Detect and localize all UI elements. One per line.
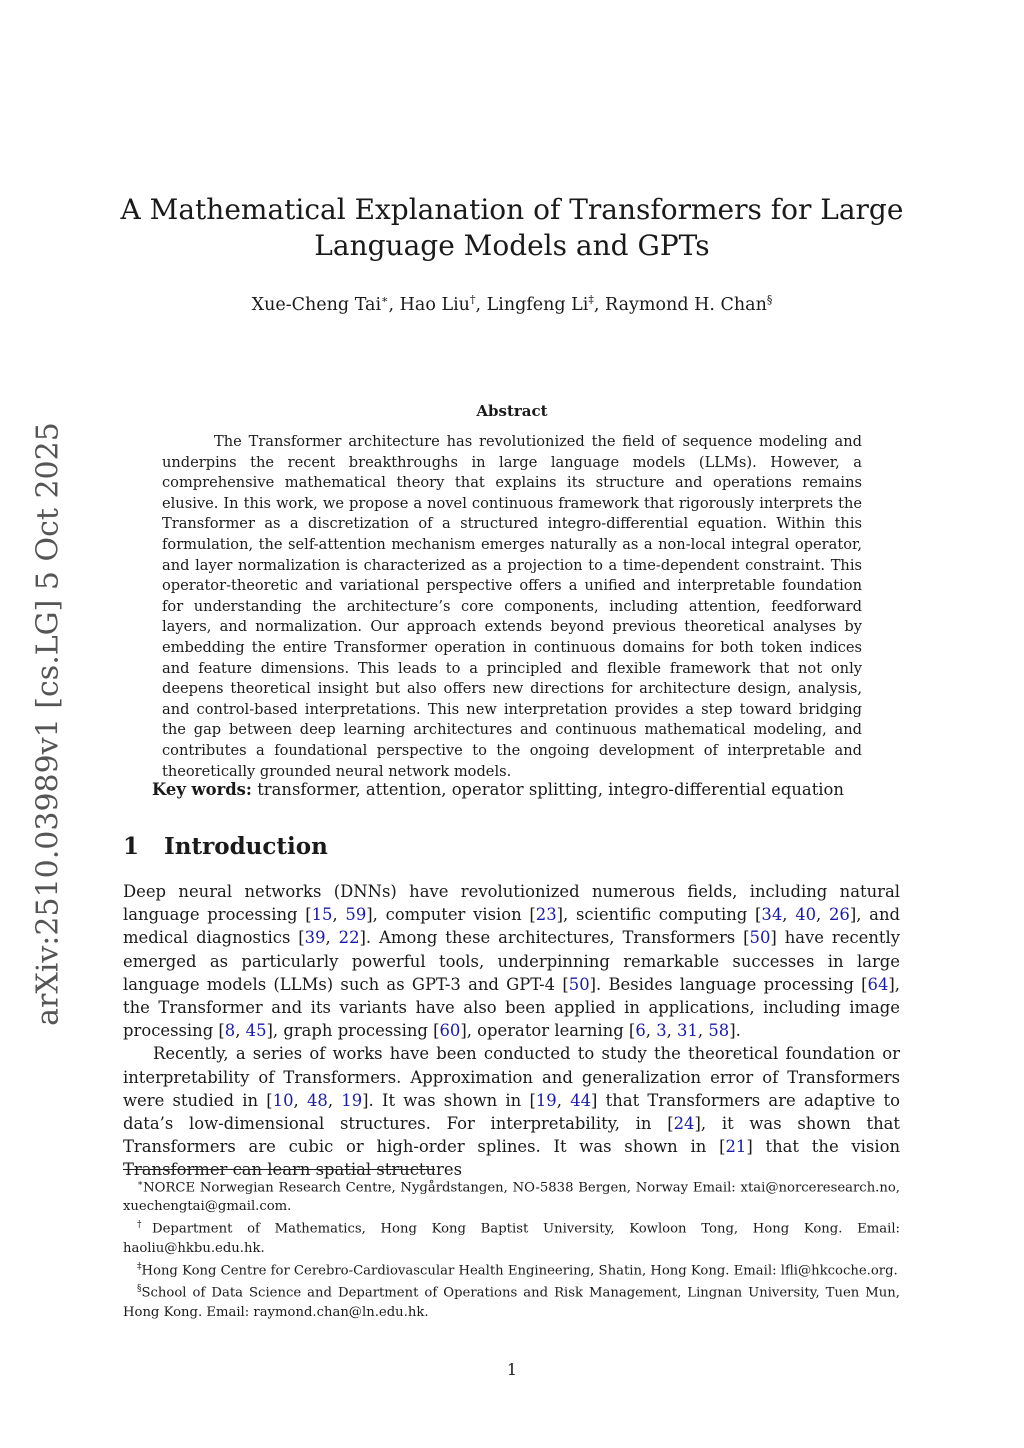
abstract-heading: Abstract (476, 402, 548, 420)
footnote-rule (123, 1169, 435, 1170)
keywords-text: transformer, attention, operator splitting, integro-differential equation (257, 780, 844, 799)
arxiv-stamp: arXiv:2510.03989v1 [cs.LG] 5 Oct 2025 (30, 422, 66, 1026)
citation-link[interactable]: 6 (635, 1021, 646, 1041)
citation-link[interactable]: 40 (795, 905, 817, 925)
body-text-run: , (645, 1021, 657, 1041)
keywords-label: Key words: (152, 780, 252, 799)
body-text-run: , (697, 1021, 709, 1041)
author-4: Raymond H. Chan§ (605, 293, 773, 315)
citation-link[interactable]: 39 (304, 928, 326, 948)
body-text-run: Deep neural networks (DNNs) have revolutionized numerous fields, including natural language processing [ (123, 882, 900, 925)
section-title: Introduction (164, 833, 328, 860)
citation-link[interactable]: 10 (272, 1090, 294, 1110)
section-heading (123, 832, 328, 862)
footnote-1: ∗NORCE Norwegian Research Centre, Nygårdstangen, NO-5838 Bergen, Norway Email: xtai@norceresearch.no, xuechengtai@gmail.com. (123, 1179, 900, 1215)
body-text-run: Recently, a series of works have been conducted to study the theoretical foundation or interpretability of Transformers. Approximation and generalization error of Transformers were studied in [ (123, 1044, 900, 1110)
citation-link[interactable]: 15 (311, 905, 333, 925)
citation-link[interactable]: 23 (535, 905, 557, 925)
body-text-run: ], it was shown that Transformers are cubic or high-order splines. It was shown in [ (123, 1114, 901, 1157)
abstract-text: The Transformer architecture has revolutionized the field of sequence modeling and underpins the recent breakthroughs in large language models (LLMs). However, a comprehensive mathematical theory that explains its structure and operations remains elusive. In this work, we propose a novel continuous framework that rigorously interprets the Transformer as a discretization of a structured integro-differential equation. Within this formulation, the self-attention mechanism emerges naturally as a non-local integral operator, and layer normalization is characterized as a projection to a time-dependent constraint. This operator-theoretic and variational perspective offers a unified and interpretable foundation for understanding the architecture’s core components, including attention, feedforward layers, and normalization. Our approach extends beyond previous theoretical analyses by embedding the entire Transformer operation in continuous domains for both token indices and feature dimensions. This leads to a principled and flexible framework that not only deepens theoretical insight but also offers new directions for architecture design, analysis, and control-based interpretations. This new interpretation provides a step toward bridging the gap between deep learning architectures and continuous mathematical modeling, and contributes a foundational perspective to the ongoing development of interpretable and theoretically grounded neural network models. (162, 433, 862, 780)
citation-link[interactable]: 21 (725, 1137, 747, 1157)
section-number: 1 (123, 833, 140, 860)
footnote-4: §School of Data Science and Department of Operations and Risk Management, Lingnan University, Tuen Mun, Hong Kong. Email: raymond.chan@ln.edu.hk. (123, 1284, 900, 1320)
footnote-3: ‡Hong Kong Centre for Cerebro-Cardiovascular Health Engineering, Shatin, Hong Kong. Email: lfli@hkcoche.org. (137, 1261, 898, 1279)
body-text-run: ] that Transformers are adaptive to data’s low-dimensional structures. For interpretability, in [ (123, 1090, 900, 1134)
body-text-run: ]. It was shown in [ (362, 1090, 536, 1110)
keywords (152, 778, 872, 801)
body-text-run: , (666, 1021, 678, 1041)
citation-link[interactable]: 50 (749, 928, 771, 948)
body-text-run: , (235, 1021, 246, 1041)
body-paragraph (123, 880, 900, 1042)
body-text-run: ] that the vision Transformer can learn spatial structures (123, 1137, 900, 1180)
body-text-run: ], operator learning [ (460, 1021, 636, 1041)
body-text-run: ], graph processing [ (266, 1021, 440, 1041)
body-text-run: ], the Transformer and its variants have also been applied in applications, including image processing [ (123, 974, 900, 1041)
body-text-run: , (782, 905, 796, 925)
body-paragraph (123, 1042, 900, 1181)
body-text-run: ], scientific computing [ (556, 905, 762, 925)
body-text-run: ]. (729, 1021, 741, 1041)
citation-link[interactable]: 8 (224, 1021, 236, 1041)
body-text-run: ], and medical diagnostics [ (123, 905, 900, 948)
citation-link[interactable]: 26 (828, 905, 850, 925)
citation-link[interactable]: 24 (673, 1114, 695, 1134)
citation-link[interactable]: 48 (306, 1090, 328, 1110)
page-number: 1 (506, 1360, 518, 1379)
citation-link[interactable]: 34 (761, 905, 783, 925)
citation-link[interactable]: 19 (535, 1090, 557, 1110)
author-1: Xue-Cheng Tai∗, (251, 293, 400, 315)
citation-link[interactable]: 64 (867, 974, 889, 994)
body-text-run: ]. Among these architectures, Transformers [ (359, 928, 750, 948)
body-text-run: , (816, 905, 829, 925)
body-text-run: ], computer vision [ (366, 905, 536, 925)
paper-title: A Mathematical Explanation of Transformers for Large Language Models and GPTs (120, 193, 904, 262)
citation-link[interactable]: 44 (570, 1090, 592, 1110)
citation-link[interactable]: 3 (656, 1021, 667, 1041)
body-text-run: , (556, 1090, 571, 1110)
body-text-run: , (293, 1090, 307, 1110)
citation-link[interactable]: 60 (439, 1021, 461, 1041)
body-text-run: ] have recently emerged as particularly powerful tools, underpinning remarkable successes in large language models (LLMs) such as GPT-3 and GPT-4 [ (123, 928, 900, 994)
body-text-run: , (325, 928, 339, 948)
author-2: Hao Liu†, (399, 293, 487, 315)
citation-link[interactable]: 59 (345, 905, 367, 925)
citation-link[interactable]: 50 (568, 974, 590, 994)
body-text (123, 880, 900, 1182)
abstract-body (162, 432, 862, 782)
body-text-run: ]. Besides language processing [ (589, 974, 868, 994)
body-text-run: , (332, 905, 346, 925)
citation-link[interactable]: 22 (338, 928, 360, 948)
citation-link[interactable]: 45 (245, 1021, 267, 1041)
citation-link[interactable]: 19 (341, 1090, 363, 1110)
body-text-run: , (327, 1090, 342, 1110)
author-list (110, 288, 914, 317)
citation-link[interactable]: 58 (708, 1021, 730, 1041)
author-3: Lingfeng Li‡, (486, 293, 606, 315)
footnote-2: †Department of Mathematics, Hong Kong Baptist University, Kowloon Tong, Hong Kong. Email: haoliu@hkbu.edu.hk. (123, 1220, 901, 1256)
footnotes (123, 1175, 900, 1322)
citation-link[interactable]: 31 (677, 1021, 698, 1041)
